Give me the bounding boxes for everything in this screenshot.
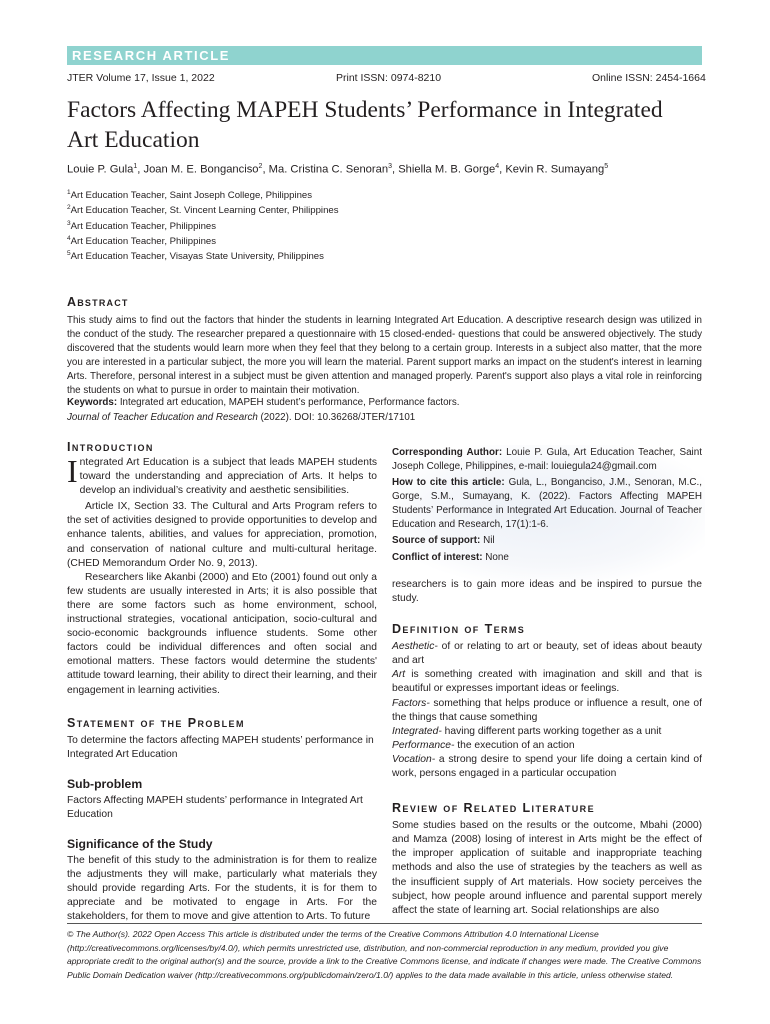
corresponding-author-label: Corresponding Author: [392,447,503,458]
definition-item [392,640,702,668]
abstract-text: This study aims to find out the factors that hinder the students in learning Integrated Art Education. A descriptive research design was utilized in the conduct of the study. The researcher prepared a questionnaire with 15 closed-ended- questions that could be answered objectively. The study discovered that the students would learn more when they feel that they belong to a certain group. Interests in a subject also matter, that the more you are interested in a particular subject, the more you will learn the material. Parent support marks an impact on the student's interest in learning Arts. Therefore, personal interest in a subject must be given attention and managed properly. Parent's support also plays a vital role in reinforcing the students on what to pursue in order to maintain their motivation. [67,315,702,397]
affiliation-text: Art Education Teacher, Saint Joseph College, Philippines [70,190,313,202]
affiliation-list [67,185,339,261]
definition-text: a strong desire to spend your life doing a certain kind of work, persons engaged in a particular occupation [392,753,702,780]
definition-text: something that helps produce or influence a result, one of the things that cause something [392,697,702,723]
introduction-heading: Introduction [67,440,154,454]
affiliation [67,216,339,231]
affiliation [67,246,339,261]
keywords-label: Keywords: [67,397,118,408]
source-of-support-label: Source of support: [392,535,481,547]
introduction-paragraph: Article IX, Section 33. The Cultural and Arts Program refers to the set of activities designed to provide opportunities to develop and enhance talents, abilities, and values for appreciation, promotion, and conservation of national culture and multi-cultural heritage. (CHED Memorandum Order No. 9, 2013). [67,501,377,569]
right-column [392,578,702,918]
author-name: Shiella M. B. Gorge [398,163,496,176]
definition-term: Integrated- [392,725,442,737]
affiliation-sup: 1 [67,189,71,196]
definitions-heading: Definition of Terms [392,622,526,637]
statement-text: To determine the factors affecting MAPEH students’ performance in Integrated Art Education [67,734,374,760]
significance-heading: Significance of the Study [67,836,213,851]
definition-text: the execution of an action [454,739,575,751]
drop-cap: I [67,453,78,489]
author-sup: 4 [495,163,500,170]
definition-item [392,739,702,753]
conflict-of-interest-label: Conflict of interest: [392,551,483,563]
author-sup: 1 [133,163,138,170]
statement-heading: Statement of the Problem [67,715,245,730]
left-column [67,440,377,924]
keywords-text: Integrated art education, MAPEH student’s performance, Performance factors. [119,397,460,408]
affiliation-sup: 5 [67,250,71,258]
affiliation [67,231,339,246]
subproblem-heading: Sub-problem [67,776,143,791]
affiliation-text: Art Education Teacher, Visayas State University, Philippines [70,251,324,263]
conflict-of-interest-text: None [485,551,509,563]
affiliation-text: Art Education Teacher, Philippines [70,220,217,232]
affiliation-sup: 2 [67,204,71,212]
affiliation-text: Art Education Teacher, St. Vincent Learning Center, Philippines [70,205,339,217]
definition-item [392,753,702,781]
article-type-label: RESEARCH ARTICLE [72,48,231,63]
introduction-paragraph: Researchers like Akanbi (2000) and Eto (2001) found out only a few students are usually interested in Arts; it is also possible that there are some factors such as home environment, school, instructional strategies, vocational anticipation, socio-cultural and socio-economic backgrounds influence students. Some other factors could be individual differences and often social and emotional matters. These factors would determine the students' attitude toward learning, their ability to direct their learning, and their engagement in learning activities. [67,571,377,696]
conflict-of-interest [392,551,702,565]
journal-citation [67,411,415,425]
definition-text: is something created with imagination and skill and that is beautiful or expresses important ideas or feelings. [392,669,702,695]
paper-title: Factors Affecting MAPEH Students’ Performance in Integrated Art Education [67,97,663,153]
definition-term: Art [392,669,406,681]
author-list: Louie P. Gula$^1$, Joan M. E. Bonganciso$^2$, Ma. Cristina C. Senoran$^3$, Shiella M. B. Gorge$^4$, Kevin R. Sumayang$^5$ [67,163,609,176]
source-of-support [392,534,702,548]
print-issn: Print ISSN: 0974-8210 [336,72,442,84]
online-issn: Online ISSN: 2454-1664 [592,72,706,84]
definition-term: Aesthetic- [392,641,438,653]
definition-term: Performance- [392,739,455,751]
affiliation [67,200,339,215]
review-text: Some studies based on the results or the outcome, Mbahi (2000) and Mamza (2008) losing of interest in Arts might be the effect of the improper application of suitable and inappropriate teaching methods and also the use of strategies by the teachers as well as the insufficient supply of Art materials. How society perceives the subject, how people around influence and parental support merely affect the state of learning art. Social relationships are also [392,820,702,916]
definition-term: Factors- [392,697,430,709]
affiliation [67,185,339,200]
abstract-heading: Abstract [67,295,129,309]
author-name: Louie P. Gula [67,163,134,176]
definition-text: of or relating to art or beauty, set of ideas about beauty and art [392,641,702,667]
definition-term: Vocation- [392,753,436,765]
corresponding-author-text: Louie P. Gula, Art Education Teacher, Saint Joseph College, Philippines, e-mail: louiegula24@gmail.com [392,447,702,472]
significance-text: The benefit of this study to the administration is for them to realize the adjustments they will make, particularly what materials they should provide regarding Arts. For the students, it is for them to appreciate and be motivated to engage in Arts. For the stakeholders, for them to move and give attention to Arts. To future [67,854,377,923]
source-of-support-text: Nil [483,535,495,547]
how-to-cite-text: Gula, L., Bonganciso, J.M., Senoran, M.C., Gorge, S.M., Sumayang, K. (2022). Factors Affecting MAPEH Students’ Performance in Integrated Art Education. Journal of Teacher Education and Research, 17(1):1-6. [392,477,702,530]
license-footnote: © The Author(s). 2022 Open Access This article is distributed under the terms of the Creative Commons Attribution 4.0 International License (http://creativecommons.org/licenses/by/4.0/), which permits unrestricted use, distribution, and non-commercial reproduction in any medium, provided you give appropriate credit to the original author(s) and the source, provide a link to the Creative Commons license, and indicate if changes were made. The Creative Commons Public Domain Dedication waiver (http://creativecommons.org/publicdomain/zero/1.0/) applies to the data made available in this article, unless otherwise stated. [67,929,702,980]
how-to-cite-label: How to cite this article: [392,477,505,489]
correspondence-box [392,446,702,565]
definition-text: having different parts working together as a unit [441,725,662,737]
author-name: Joan M. E. Bonganciso [143,163,259,176]
definition-item [392,668,702,696]
how-to-cite [392,476,702,531]
footnote-divider [67,923,702,924]
author-name: Ma. Cristina C. Senoran [268,163,389,176]
author-sup: 3 [388,163,392,170]
subproblem-text: Factors Affecting MAPEH students’ performance in Integrated Art Education [67,794,363,820]
journal-issue: JTER Volume 17, Issue 1, 2022 [67,72,215,84]
definition-item [392,725,702,739]
affiliation-sup: 4 [67,234,71,242]
keywords [67,396,702,410]
author-sup: 2 [258,163,263,170]
affiliation-sup: 3 [67,219,71,227]
journal-name: Journal of Teacher Education and Research [67,412,258,423]
affiliation-text: Art Education Teacher, Philippines [70,236,217,248]
author-name: Kevin R. Sumayang [505,163,605,176]
introduction-text: ntegrated Art Education is a subject that leads MAPEH students toward the understanding and appreciation of Arts. It helps to develop an individual’s creativity and aesthetic sensibilities. [79,457,377,497]
continuation-text: researchers is to gain more ideas and be inspired to pursue the study. [392,579,702,605]
introduction-paragraph [67,453,377,498]
author-sup: 5 [604,163,609,170]
article-type-banner [67,46,702,65]
corresponding-author [392,446,702,473]
definition-item [392,697,702,725]
review-heading: Review of Related Literature [392,801,595,816]
journal-doi: (2022). DOI: 10.36268/JTER/17101 [260,412,416,423]
